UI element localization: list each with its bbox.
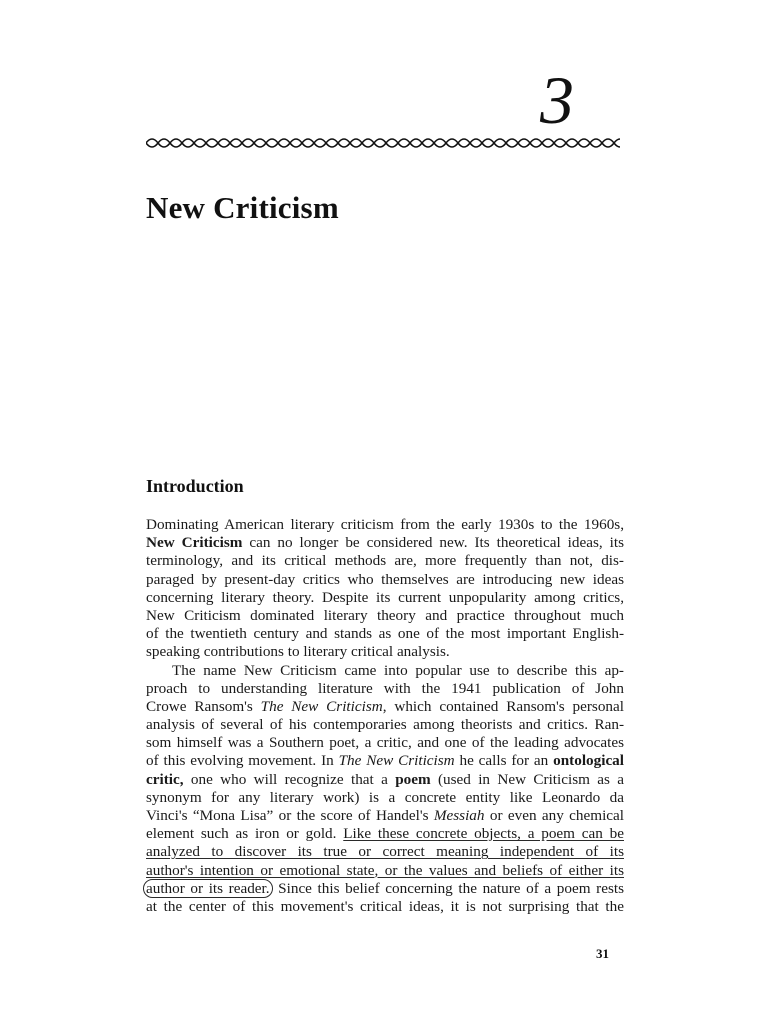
work-title-italic: Messiah — [433, 807, 485, 824]
paragraph-2-line — [146, 825, 624, 843]
text-run: paraged by present-day critics who themselves are introducing new ideas — [146, 570, 624, 588]
text-run: can no longer be considered new. Its theoretical ideas, its — [242, 534, 624, 552]
paragraph-2-line — [146, 807, 624, 825]
text-run: concerning literary theory. Despite its current unpopularity among critics, — [146, 588, 624, 606]
handwritten-underline: Like these concrete objects, a poem can be — [343, 825, 624, 843]
text-run: proach to understanding literature with the 1941 publication of John — [146, 679, 624, 697]
page-number: 31 — [596, 946, 609, 961]
paragraph-2-line — [146, 771, 624, 789]
text-run: analysis of several of his contemporaries among theorists and critics. Ran- — [146, 716, 624, 734]
text-run: New Criticism dominated literary theory and practice throughout much — [146, 606, 624, 624]
paragraph-1-line — [146, 643, 624, 661]
text-run: Crowe Ransom's — [146, 697, 261, 715]
paragraph-2-line — [146, 898, 624, 916]
body-text — [146, 516, 624, 916]
text-run: Since this belief concerning the nature of a poem rests — [272, 879, 624, 897]
text-run: (used in New Criticism as a — [430, 770, 624, 788]
handwritten-underline: , or the values and beliefs of either its — [374, 861, 624, 879]
paragraph-2-line — [146, 734, 624, 752]
chapter-number: 3 — [540, 62, 574, 138]
text-run: speaking contributions to literary critical analysis. — [146, 643, 450, 661]
handwritten-underline: author's intention or emotional state — [146, 861, 375, 879]
paragraph-2-line — [146, 680, 624, 698]
book-title-italic: The New Criticism — [338, 752, 455, 770]
text-run: one who will recognize that a — [183, 770, 396, 788]
paragraph-2-line — [146, 862, 624, 880]
paragraph-2-line — [146, 662, 624, 680]
section-heading: Introduction — [146, 476, 244, 496]
handwritten-circle: author or its reader. — [143, 879, 273, 898]
text-run: of this evolving movement. In — [146, 752, 339, 770]
paragraph-2-line — [146, 752, 624, 770]
text-run: som himself was a Southern poet, a critic, and one of the leading advocates — [146, 734, 624, 752]
paragraph-1-line — [146, 552, 624, 570]
text-run: Vinci's “Mona Lisa” or the score of Handel's — [146, 807, 434, 824]
text-run: The name New Criticism came into popular use to describe this ap- — [172, 661, 624, 679]
term-new-criticism: New Criticism — [146, 534, 243, 552]
term-ontological: ontological — [553, 752, 624, 770]
paragraph-1-line — [146, 571, 624, 589]
text-run: of the twentieth century and stands as one of the most important English- — [146, 625, 624, 643]
term-poem: poem — [395, 770, 431, 788]
book-title-italic: The New Criticism — [260, 697, 383, 715]
text-run: element such as iron or gold. — [146, 825, 344, 843]
paragraph-1-line — [146, 534, 624, 552]
paragraph-2-line — [146, 880, 624, 898]
text-run: synonym for any literary work) is a concrete entity like Leonardo da — [146, 788, 624, 806]
handwritten-underline: analyzed to discover its true or correct meaning independent of its — [146, 843, 624, 861]
text-run: at the center of this movement's critical ideas, it is not surprising that the — [146, 897, 624, 915]
paragraph-1-line — [146, 607, 624, 625]
text-run: he calls for an — [454, 752, 554, 770]
chapter-title: New Criticism — [146, 190, 339, 225]
chapter-ornament-rule — [146, 136, 620, 150]
paragraph-2-line — [146, 789, 624, 807]
text-run: or even any chemical — [484, 807, 624, 824]
text-run: terminology, and its critical methods are, more frequently than not, dis- — [146, 552, 624, 570]
paragraph-2-line — [146, 716, 624, 734]
paragraph-1-line — [146, 516, 624, 534]
text-run: Dominating American literary criticism from the early 1930s to the 1960s, — [146, 516, 624, 533]
text-run: , which contained Ransom's personal — [382, 697, 624, 715]
paragraph-1-line — [146, 625, 624, 643]
paragraph-2-line — [146, 698, 624, 716]
paragraph-2-line — [146, 843, 624, 861]
paragraph-1-line — [146, 589, 624, 607]
term-critic: critic, — [146, 770, 184, 788]
